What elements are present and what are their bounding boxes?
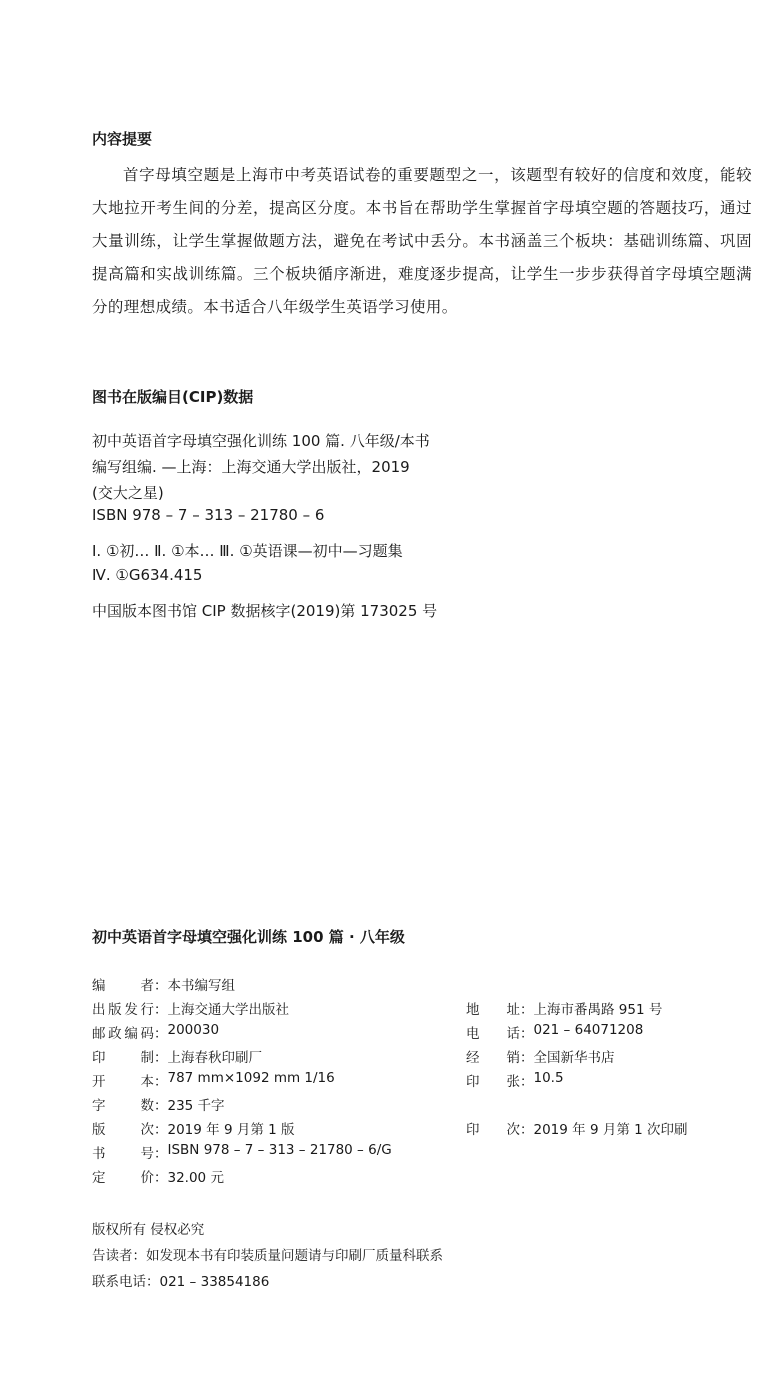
info-value: 全国新华书店 bbox=[533, 1050, 615, 1066]
info-value: ISBN 978 – 7 – 313 – 21780 – 6/G bbox=[167, 1142, 392, 1158]
cip-line: 编写组编. —上海：上海交通大学出版社，2019 bbox=[92, 458, 410, 476]
info-label: 印次 bbox=[466, 1122, 520, 1138]
abstract-text: 首字母填空题是上海市中考英语试卷的重要题型之一，该题型有较好的信度和效度，能较大地拉开考生间的分差，提高区分度。本书旨在帮助学生掌握首字母填空题的答题技巧，通过大量训练，让学生掌握做题方法，避免在考试中丢分。本书涵盖三个板块：基础训练篇、巩固提高篇和实战训练篇。三个板块循序渐进，难度逐步提高，让学生一步步获得首字母填空题满分的理想成绩。本书适合八年级学生英语学习使用。 bbox=[92, 166, 752, 316]
cip-section bbox=[92, 386, 752, 620]
info-value: 上海春秋印刷厂 bbox=[167, 1050, 262, 1066]
cip-heading: 图书在版编目(CIP)数据 bbox=[92, 388, 254, 406]
info-value: 2019 年 9 月第 1 版 bbox=[167, 1122, 295, 1138]
info-label: 邮政编码 bbox=[92, 1026, 154, 1042]
info-row: 开本 ： 787 mm×1092 mm 1/16 印张 ： 10.5 bbox=[92, 1070, 564, 1090]
info-row: 出版发行 ： 上海交通大学出版社 地址 ： 上海市番禺路 951 号 bbox=[92, 998, 752, 1022]
info-value: 本书编写组 bbox=[167, 978, 235, 994]
info-row: 邮政编码 ： 200030 电话 ： 021 – 64071208 bbox=[92, 1022, 644, 1042]
info-value: 32.00 元 bbox=[167, 1170, 224, 1186]
info-row: 编者 ： 本书编写组 bbox=[92, 974, 752, 998]
info-label: 印制 bbox=[92, 1050, 154, 1066]
info-label: 电话 bbox=[466, 1026, 520, 1042]
info-label: 字数 bbox=[92, 1098, 154, 1114]
info-label: 印张 bbox=[466, 1074, 520, 1090]
info-value: 200030 bbox=[167, 1022, 220, 1038]
contact-phone: 联系电话：021 – 33854186 bbox=[92, 1274, 270, 1290]
info-row: 印制 ： 上海春秋印刷厂 经销 ： 全国新华书店 bbox=[92, 1046, 752, 1070]
info-label: 书号 bbox=[92, 1146, 154, 1162]
info-label: 版次 bbox=[92, 1122, 154, 1138]
info-label: 经销 bbox=[466, 1050, 520, 1066]
cip-record-number: 中国版本图书馆 CIP 数据核字(2019)第 173025 号 bbox=[92, 602, 438, 620]
info-row: 字数 ： 235 千字 bbox=[92, 1094, 752, 1118]
info-row: 书号 ： ISBN 978 – 7 – 313 – 21780 – 6/G bbox=[92, 1142, 392, 1162]
copyright-rights: 版权所有 侵权必究 bbox=[92, 1222, 205, 1238]
abstract-heading: 内容提要 bbox=[92, 130, 153, 148]
cip-classification-line: Ⅳ. ①G634.415 bbox=[92, 566, 203, 584]
reader-notice: 告读者：如发现本书有印装质量问题请与印刷厂质量科联系 bbox=[92, 1248, 443, 1264]
cip-classification-line: Ⅰ. ①初… Ⅱ. ①本… Ⅲ. ①英语课—初中—习题集 bbox=[92, 542, 403, 560]
info-label: 编者 bbox=[92, 978, 154, 994]
book-title: 初中英语首字母填空强化训练 100 篇 · 八年级 bbox=[92, 928, 405, 946]
info-value: 10.5 bbox=[533, 1070, 564, 1086]
info-value: 上海市番禺路 951 号 bbox=[533, 1002, 663, 1018]
info-label: 定价 bbox=[92, 1170, 154, 1186]
info-label: 开本 bbox=[92, 1074, 154, 1090]
info-label: 出版发行 bbox=[92, 1002, 154, 1018]
info-value: 787 mm×1092 mm 1/16 bbox=[167, 1070, 335, 1086]
abstract-section bbox=[92, 128, 752, 324]
info-value: 235 千字 bbox=[167, 1098, 225, 1114]
info-value: 上海交通大学出版社 bbox=[167, 1002, 289, 1018]
info-value: 2019 年 9 月第 1 次印刷 bbox=[533, 1122, 688, 1138]
info-row: 版次 ： 2019 年 9 月第 1 版 印次 ： 2019 年 9 月第 1 次印刷 bbox=[92, 1118, 752, 1142]
info-row: 定价 ： 32.00 元 bbox=[92, 1166, 752, 1190]
cip-line: ISBN 978 – 7 – 313 – 21780 – 6 bbox=[92, 506, 325, 524]
info-label: 地址 bbox=[466, 1002, 520, 1018]
cip-line: 初中英语首字母填空强化训练 100 篇. 八年级/本书 bbox=[92, 432, 430, 450]
info-value: 021 – 64071208 bbox=[533, 1022, 644, 1038]
cip-line: (交大之星) bbox=[92, 484, 164, 502]
